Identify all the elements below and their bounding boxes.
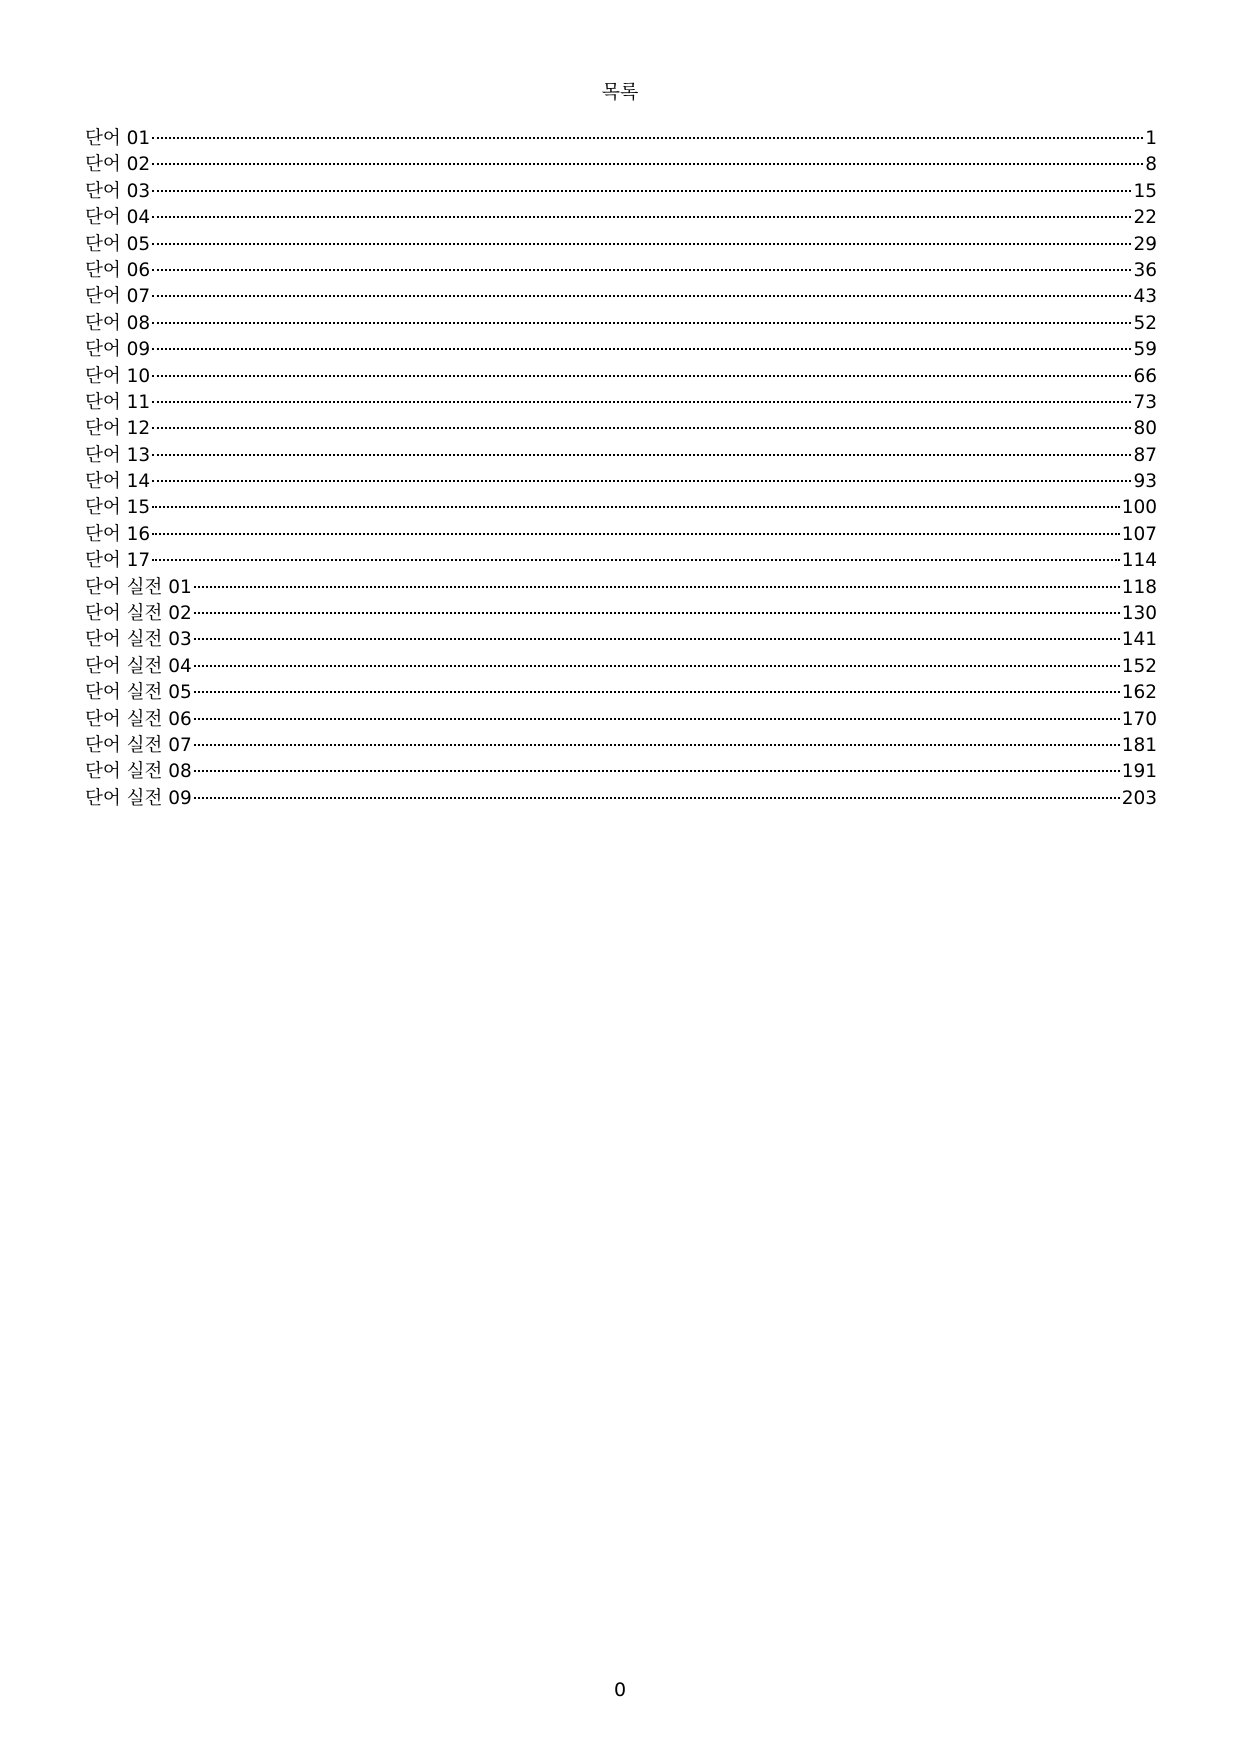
toc-entry-label: 단어 04 (85, 207, 151, 229)
toc-entry-page: 191 (1121, 761, 1157, 783)
toc-entry-label: 단어 01 (85, 128, 151, 149)
toc-entry-label: 단어 실전 08 (85, 761, 192, 783)
toc-entry[interactable] (85, 575, 1157, 601)
toc-entry[interactable] (85, 522, 1157, 548)
toc-list (85, 126, 1157, 812)
toc-entry-page: 43 (1133, 286, 1157, 308)
toc-entry[interactable] (85, 443, 1157, 469)
toc-entry-page: 22 (1133, 207, 1157, 229)
toc-leader (152, 375, 1131, 377)
toc-entry-label: 단어 실전 04 (85, 655, 192, 677)
toc-entry[interactable] (85, 654, 1157, 680)
toc-entry-page: 107 (1121, 523, 1157, 545)
toc-entry[interactable] (85, 390, 1157, 416)
toc-leader (194, 797, 1120, 799)
toc-leader (152, 559, 1120, 561)
toc-entry[interactable] (85, 205, 1157, 231)
toc-entry[interactable] (85, 337, 1157, 363)
toc-leader (152, 533, 1120, 535)
toc-leader (194, 770, 1120, 772)
toc-leader (152, 163, 1143, 165)
toc-entry[interactable] (85, 311, 1157, 337)
toc-entry-label: 단어 16 (85, 523, 151, 545)
toc-entry-page: 66 (1133, 365, 1157, 387)
toc-entry[interactable] (85, 232, 1157, 258)
toc-entry-page: 73 (1133, 391, 1157, 413)
toc-leader (152, 269, 1131, 271)
toc-entry-label: 단어 실전 03 (85, 629, 192, 651)
toc-entry[interactable] (85, 601, 1157, 627)
toc-entry-page: 36 (1133, 259, 1157, 281)
toc-entry[interactable] (85, 364, 1157, 390)
toc-entry-label: 단어 10 (85, 365, 151, 387)
toc-entry-label: 단어 12 (85, 418, 151, 440)
toc-entry-page: 29 (1133, 233, 1157, 255)
toc-entry-page: 80 (1133, 418, 1157, 440)
toc-entry-label: 단어 11 (85, 391, 151, 413)
toc-leader (152, 506, 1120, 508)
toc-entry[interactable] (85, 152, 1157, 178)
toc-leader (152, 480, 1131, 482)
toc-entry-label: 단어 02 (85, 154, 151, 176)
toc-entry[interactable] (85, 759, 1157, 785)
toc-leader (194, 691, 1120, 693)
toc-entry-page: 181 (1121, 734, 1157, 756)
toc-leader (152, 295, 1131, 297)
toc-entry-label: 단어 17 (85, 550, 151, 572)
toc-entry[interactable] (85, 416, 1157, 442)
toc-entry-page: 93 (1133, 471, 1157, 493)
toc-entry-page: 114 (1121, 550, 1157, 572)
toc-entry-label: 단어 05 (85, 233, 151, 255)
toc-entry[interactable] (85, 680, 1157, 706)
toc-entry-page: 87 (1133, 444, 1157, 466)
toc-entry-page: 52 (1133, 312, 1157, 334)
toc-entry-page: 130 (1121, 603, 1157, 625)
toc-entry[interactable] (85, 495, 1157, 521)
toc-entry-label: 단어 실전 09 (85, 787, 192, 809)
toc-entry-page: 141 (1121, 629, 1157, 651)
toc-entry-page: 203 (1121, 787, 1157, 809)
toc-entry-label: 단어 14 (85, 471, 151, 493)
toc-entry-page: 162 (1121, 682, 1157, 704)
toc-entry-page: 8 (1145, 154, 1157, 176)
toc-entry-label: 단어 실전 05 (85, 682, 192, 704)
toc-entry[interactable] (85, 126, 1157, 152)
toc-entry[interactable] (85, 258, 1157, 284)
toc-leader (152, 216, 1131, 218)
toc-leader (152, 137, 1143, 139)
toc-leader (152, 243, 1131, 245)
toc-entry-page: 1 (1145, 128, 1157, 149)
toc-entry[interactable] (85, 627, 1157, 653)
toc-entry[interactable] (85, 284, 1157, 310)
toc-leader (194, 638, 1120, 640)
toc-leader (152, 401, 1131, 403)
toc-entry-page: 15 (1133, 180, 1157, 202)
toc-leader (152, 427, 1131, 429)
toc-leader (194, 744, 1120, 746)
toc-leader (194, 718, 1120, 720)
toc-leader (152, 454, 1131, 456)
toc-entry-page: 100 (1121, 497, 1157, 519)
toc-entry-label: 단어 09 (85, 339, 151, 361)
toc-entry-page: 170 (1121, 708, 1157, 730)
toc-entry-label: 단어 실전 01 (85, 576, 192, 598)
toc-entry-label: 단어 07 (85, 286, 151, 308)
toc-title: 목록 (601, 81, 639, 103)
toc-leader (194, 586, 1120, 588)
toc-leader (152, 322, 1131, 324)
toc-entry[interactable] (85, 469, 1157, 495)
toc-entry-page: 152 (1121, 655, 1157, 677)
toc-entry[interactable] (85, 548, 1157, 574)
toc-entry-label: 단어 13 (85, 444, 151, 466)
toc-entry-label: 단어 06 (85, 259, 151, 281)
toc-leader (194, 665, 1120, 667)
toc-entry-page: 118 (1121, 576, 1157, 598)
toc-leader (152, 190, 1131, 192)
toc-entry-label: 단어 03 (85, 180, 151, 202)
toc-entry[interactable] (85, 179, 1157, 205)
toc-entry-label: 단어 실전 07 (85, 734, 192, 756)
toc-leader (194, 612, 1120, 614)
toc-leader (152, 348, 1131, 350)
toc-entry[interactable] (85, 707, 1157, 733)
toc-entry-page: 59 (1133, 339, 1157, 361)
toc-entry[interactable] (85, 786, 1157, 812)
toc-entry-label: 단어 실전 06 (85, 708, 192, 730)
toc-entry-label: 단어 실전 02 (85, 603, 192, 625)
toc-entry-label: 단어 08 (85, 312, 151, 334)
page-number: 0 (613, 1679, 627, 1701)
toc-entry-label: 단어 15 (85, 497, 151, 519)
toc-entry[interactable] (85, 733, 1157, 759)
